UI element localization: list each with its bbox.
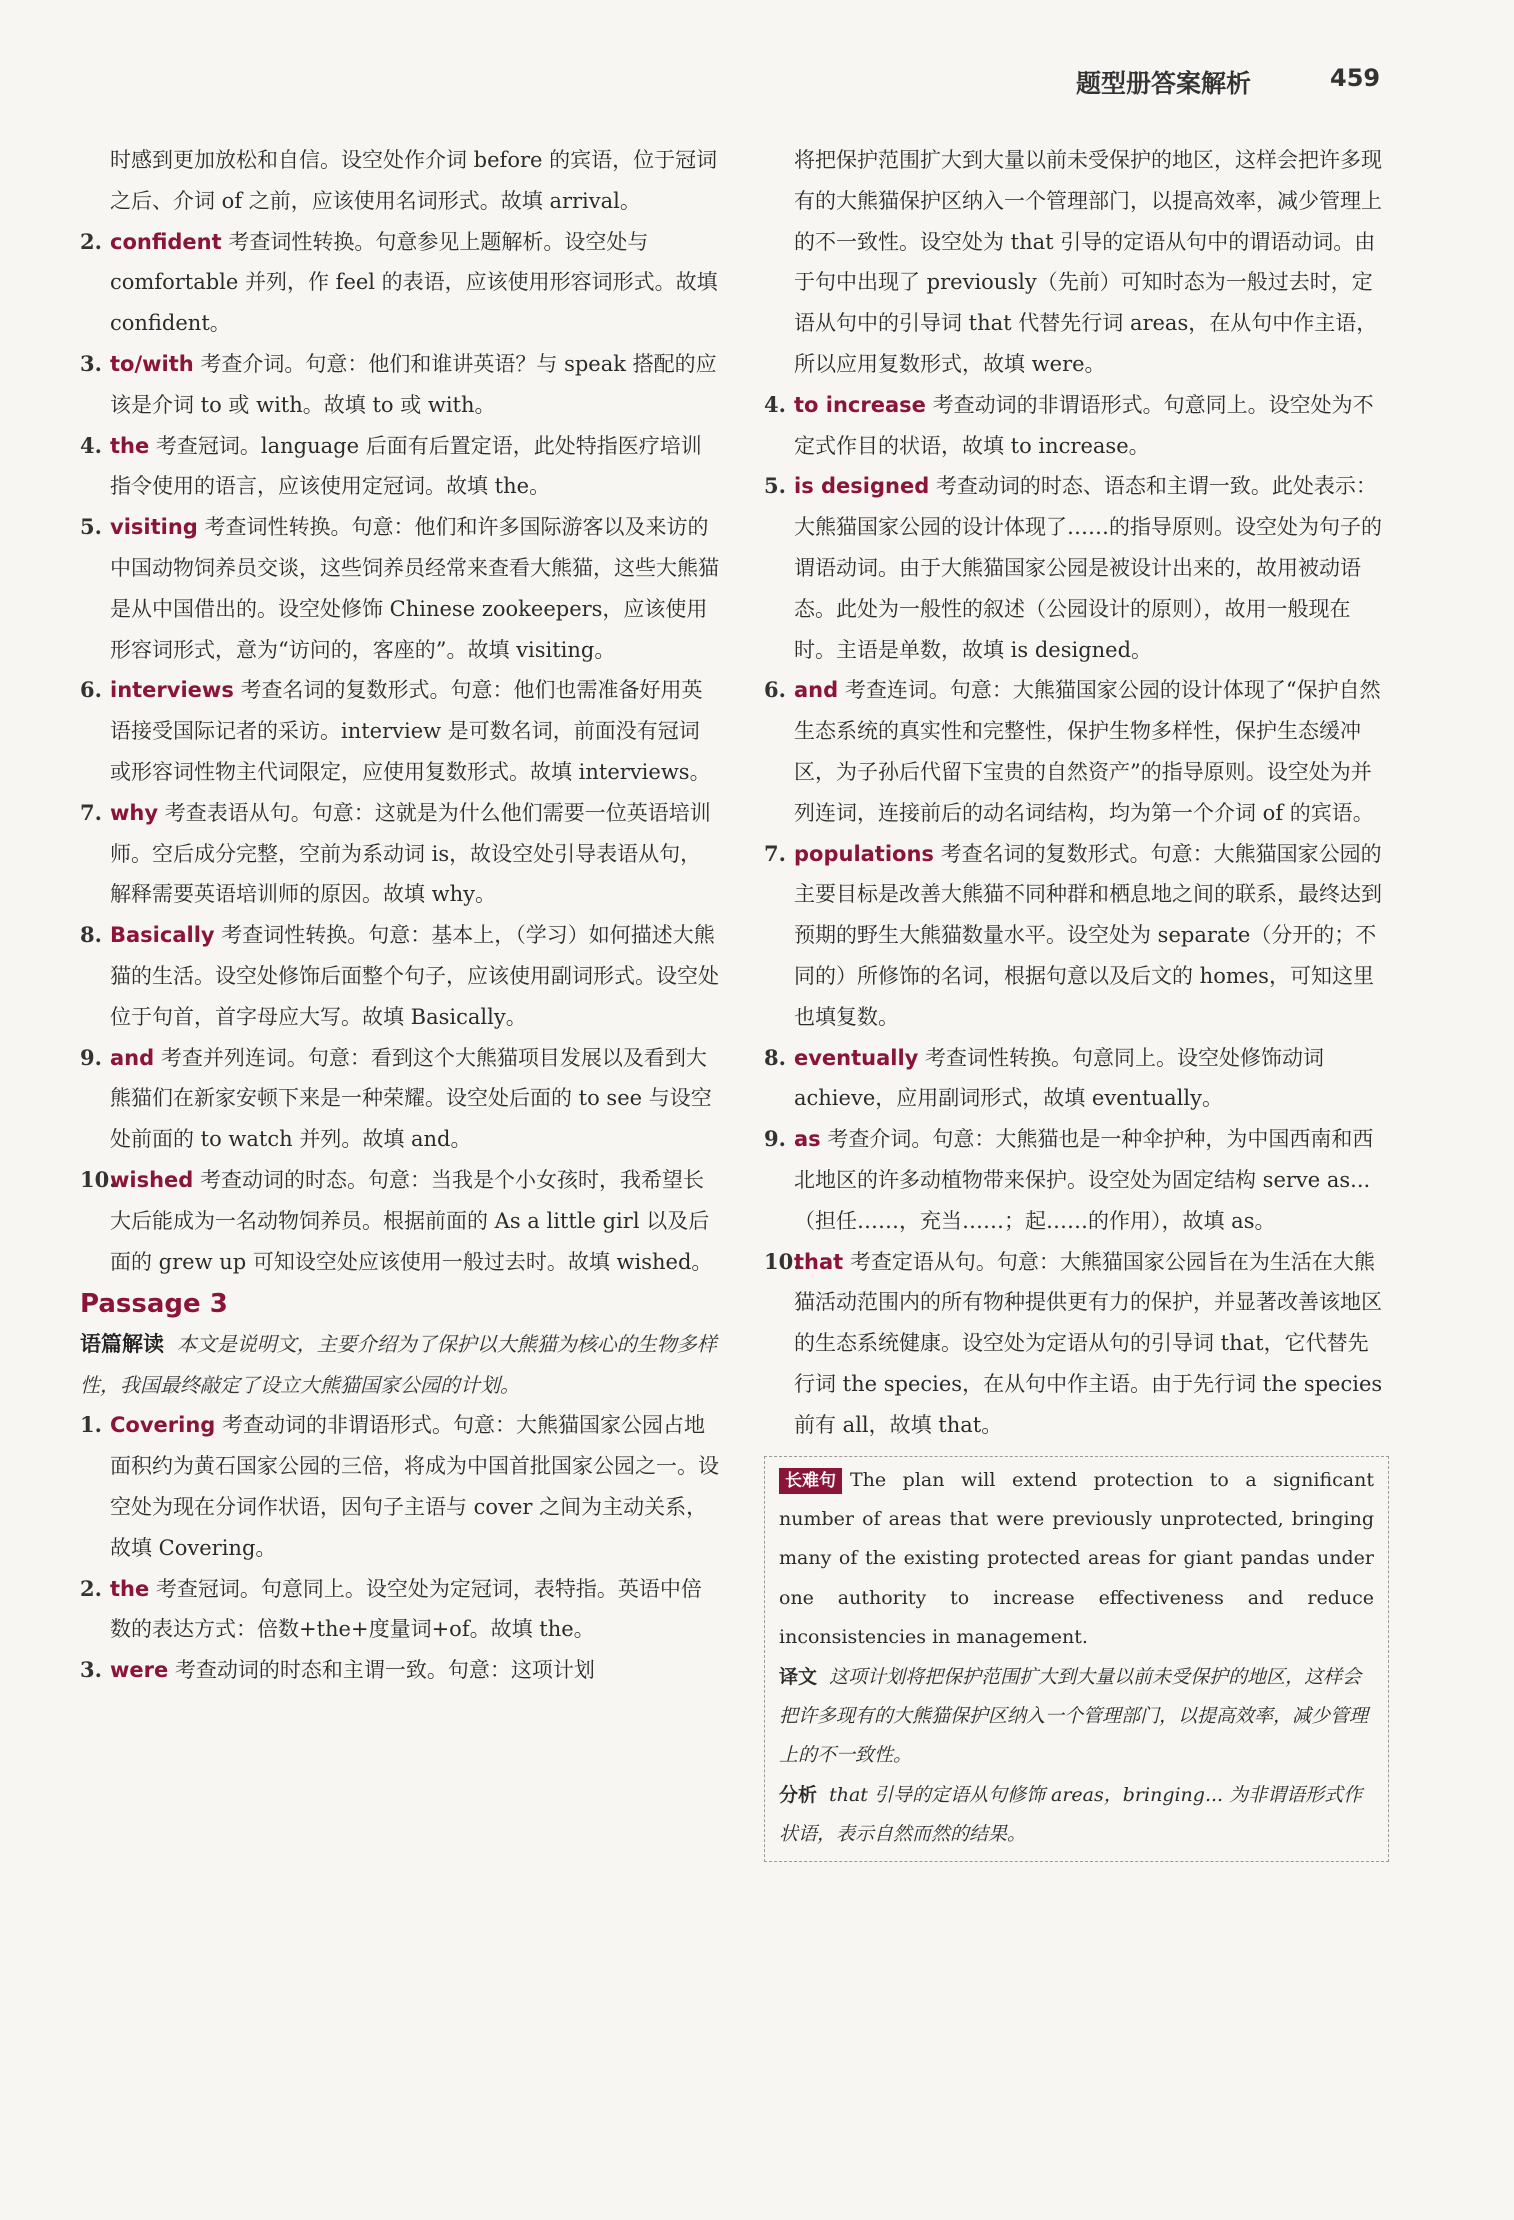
answer-item: 2. the 考查冠词。句意同上。设空处为定冠词，表特指。英语中倍数的表达方式：倍数+the+度量词+of。故填 the。 <box>80 1575 702 1642</box>
answer-explanation: 考查名词的复数形式。句意：大熊猫国家公园的主要目标是改善大熊猫不同种群和栖息地之间的联系，最终达到预期的野生大熊猫数量水平。设空处为 separate（分开的；不同的）所修饰的名词，根据句意以及后文的 homes，可知这里也填复数。 <box>794 841 1382 1029</box>
answer-item: 5. is designed 考查动词的时态、语态和主谓一致。此处表示：大熊猫国家公园的设计体现了……的指导原则。设空处为句子的谓语动词。由于大熊猫国家公园是被设计出来的，故用被动语态。此处为一般性的叙述（公园设计的原则），故用一般现在时。主语是单数，故填 is designed。 <box>764 473 1382 662</box>
analysis-text: that 引导的定语从句修饰 areas，bringing... 为非谓语形式作状语，表示自然而然的结果。 <box>779 1783 1363 1846</box>
answer-explanation: 考查名词的复数形式。句意：他们也需准备好用英语接受国际记者的采访。interview 是可数名词，前面没有冠词或形容词性物主代词限定，应使用复数形式。故填 interviews。 <box>110 678 711 784</box>
answer-item: 4. to increase 考查动词的非谓语形式。句意同上。设空处为不定式作目的状语，故填 to increase。 <box>764 391 1374 458</box>
translation-label: 译文 <box>779 1665 818 1688</box>
answer-word: eventually <box>794 1045 919 1070</box>
answer-explanation: 考查词性转换。句意同上。设空处修饰动词 achieve，应用副词形式，故填 eventually。 <box>794 1045 1325 1111</box>
answer-explanation: 考查定语从句。句意：大熊猫国家公园旨在为生活在大熊猫活动范围内的所有物种提供更有力的保护，并显著改善该地区的生态系统健康。设空处为定语从句的引导词 that，它代替先行词 the species，在从句中作主语。由于先行词 the species 前有 all，故填 that。 <box>794 1249 1383 1437</box>
answer-explanation: 考查并列连词。句意：看到这个大熊猫项目发展以及看到大熊猫们在新家安顿下来是一种荣耀。设空处后面的 to see 与设空处前面的 to watch 并列。故填 and。 <box>110 1045 712 1152</box>
passage-intro <box>80 1324 720 1405</box>
page-header <box>1040 60 1380 100</box>
answer-explanation: 考查词性转换。句意参见上题解析。设空处与 comfortable 并列，作 feel 的表语，应该使用形容词形式。故填 confident。 <box>110 229 718 336</box>
answer-item: 4. the 考查冠词。language 后面有后置定语，此处特指医疗培训指令使用的语言，应该使用定冠词。故填 the。 <box>80 432 702 499</box>
answer-explanation: 考查词性转换。句意：基本上，（学习）如何描述大熊猫的生活。设空处修饰后面整个句子，应该使用副词形式。设空处位于句首，首字母应大写。故填 Basically。 <box>110 923 719 1029</box>
intro-label: 语篇解读 <box>80 1332 164 1357</box>
answer-explanation: 考查动词的时态、语态和主谓一致。此处表示：大熊猫国家公园的设计体现了……的指导原则。设空处为句子的谓语动词。由于大熊猫国家公园是被设计出来的，故用被动语态。此处为一般性的叙述（公园设计的原则），故用一般现在时。主语是单数，故填 is designed。 <box>794 474 1382 662</box>
answer-explanation: 考查动词的非谓语形式。句意：大熊猫国家公园占地面积约为黄石国家公园的三倍，将成为中国首批国家公园之一。设空处为现在分词作状语，因句子主语与 cover 之间为主动关系，故填 Covering。 <box>110 1413 719 1560</box>
answer-item: 8. eventually 考查词性转换。句意同上。设空处修饰动词 achieve，应用副词形式，故填 eventually。 <box>764 1044 1325 1111</box>
answer-word: populations <box>794 841 934 866</box>
page-number: 459 <box>1330 64 1381 92</box>
analysis <box>779 1776 1374 1855</box>
translation-text: 这项计划将把保护范围扩大到大量以前未受保护的地区，这样会把许多现有的大熊猫保护区纳入一个管理部门，以提高效率，减少管理上的不一致性。 <box>779 1665 1369 1767</box>
answer-item: 8. Basically 考查词性转换。句意：基本上，（学习）如何描述大熊猫的生活。设空处修饰后面整个句子，应该使用副词形式。设空处位于句首，首字母应大写。故填 Basically。 <box>80 922 719 1029</box>
answer-word: Basically <box>110 923 215 948</box>
answer-item: 6. and 考查连词。句意：大熊猫国家公园的设计体现了“保护自然生态系统的真实性和完整性，保护生物多样性，保护生态缓冲区，为子孙后代留下宝贵的自然资产”的指导原则。设空处为并列连词，连接前后的动名词结构，均为第一个介词 of 的宾语。 <box>764 677 1381 825</box>
answer-explanation: 考查介词。句意：他们和谁讲英语？与 speak 搭配的应该是介词 to 或 with。故填 to 或 with。 <box>110 351 717 417</box>
answer-word: were <box>110 1658 169 1683</box>
answer-word: as <box>794 1127 821 1152</box>
answer-explanation: 考查表语从句。句意：这就是为什么他们需要一位英语培训师。空后成分完整，空前为系动词 is，故设空处引导表语从句，解释需要英语培训师的原因。故填 why。 <box>110 800 711 907</box>
answer-word: wished <box>110 1167 194 1192</box>
answer-word: and <box>794 678 839 703</box>
answer-word: is designed <box>794 474 930 499</box>
left-column <box>80 140 720 1691</box>
right-column <box>764 140 1389 1862</box>
answer-item: 7. populations 考查名词的复数形式。句意：大熊猫国家公园的主要目标是改善大熊猫不同种群和栖息地之间的联系，最终达到预期的野生大熊猫数量水平。设空处为 separate（分开的；不同的）所修饰的名词，根据句意以及后文的 homes，可知这里也填复数。 <box>764 840 1382 1029</box>
answer-word: and <box>110 1045 155 1070</box>
continued-explanation: 时感到更加放松和自信。设空处作介词 before 的宾语，位于冠词之后、介词 of 之前，应该使用名词形式。故填 arrival。 <box>110 148 718 213</box>
answer-explanation: 考查词性转换。句意：他们和许多国际游客以及来访的中国动物饲养员交谈，这些饲养员经常来查看大熊猫，这些大熊猫是从中国借出的。设空处修饰 Chinese zookeepers，应该使用形容词形式，意为“访问的，客座的”。故填 visiting。 <box>110 515 719 662</box>
answer-explanation: 考查冠词。句意同上。设空处为定冠词，表特指。英语中倍数的表达方式：倍数+the+度量词+of。故填 the。 <box>110 1576 702 1642</box>
answer-item: 2. confident 考查词性转换。句意参见上题解析。设空处与 comfortable 并列，作 feel 的表语，应该使用形容词形式。故填 confident。 <box>80 228 718 336</box>
answer-item: 10.wished 考查动词的时态。句意：当我是个小女孩时，我希望长大后能成为一名动物饲养员。根据前面的 As a little girl 以及后面的 grew up 可知设空处应该使用一般过去时。故填 wished。 <box>80 1166 713 1274</box>
analysis-label: 分析 <box>779 1783 818 1806</box>
answer-item: 3. to/with 考查介词。句意：他们和谁讲英语？与 speak 搭配的应该是介词 to 或 with。故填 to 或 with。 <box>80 350 717 417</box>
answer-explanation: 考查介词。句意：大熊猫也是一种伞护种，为中国西南和西北地区的许多动植物带来保护。设空处为固定结构 serve as...（担任……，充当……；起……的作用），故填 as。 <box>794 1127 1374 1233</box>
answer-word: visiting <box>110 515 198 540</box>
answer-word: Covering <box>110 1413 216 1438</box>
answer-explanation: 考查动词的非谓语形式。句意同上。设空处为不定式作目的状语，故填 to increase。 <box>794 392 1374 458</box>
answer-explanation: 考查动词的时态和主谓一致。句意：这项计划 <box>168 1658 595 1683</box>
continued-explanation: 将把保护范围扩大到大量以前未受保护的地区，这样会把许多现有的大熊猫保护区纳入一个管理部门，以提高效率，减少管理上的不一致性。设空处为 that 引导的定语从句中的谓语动词。由于句中出现了 previously（先前）可知时态为一般过去时，定语从句中的引导词 that 代替先行词 areas，在从句中作主语，所以应用复数形式，故填 were。 <box>794 148 1382 376</box>
english-sentence: The plan will extend protection to a significant number of areas that were previously unprotected, bringing many of the existing protected areas for giant pandas under one authority to increase effectiveness and reduce inconsistencies in management. <box>779 1468 1374 1649</box>
answer-item: 5. visiting 考查词性转换。句意：他们和许多国际游客以及来访的中国动物饲养员交谈，这些饲养员经常来查看大熊猫，这些大熊猫是从中国借出的。设空处修饰 Chinese zookeepers，应该使用形容词形式，意为“访问的，客座的”。故填 visiting。 <box>80 514 719 662</box>
answer-explanation: 考查连词。句意：大熊猫国家公园的设计体现了“保护自然生态系统的真实性和完整性，保护生物多样性，保护生态缓冲区，为子孙后代留下宝贵的自然资产”的指导原则。设空处为并列连词，连接前后的动名词结构，均为第一个介词 of 的宾语。 <box>794 678 1381 825</box>
answer-word: the <box>110 1576 150 1601</box>
answer-item: 9. and 考查并列连词。句意：看到这个大熊猫项目发展以及看到大熊猫们在新家安顿下来是一种荣耀。设空处后面的 to see 与设空处前面的 to watch 并列。故填 and。 <box>80 1044 712 1152</box>
answer-word: confident <box>110 229 222 254</box>
answer-word: the <box>110 433 150 458</box>
long-sentence-tag: 长难句 <box>779 1468 842 1494</box>
answer-item: 1. Covering 考查动词的非谓语形式。句意：大熊猫国家公园占地面积约为黄石国家公园的三倍，将成为中国首批国家公园之一。设空处为现在分词作状语，因句子主语与 cover 之间为主动关系，故填 Covering。 <box>80 1412 719 1560</box>
answer-item: 7. why 考查表语从句。句意：这就是为什么他们需要一位英语培训师。空后成分完整，空前为系动词 is，故设空处引导表语从句，解释需要英语培训师的原因。故填 why。 <box>80 799 711 907</box>
answer-word: to/with <box>110 351 194 376</box>
translation <box>779 1658 1374 1776</box>
answer-item: 6. interviews 考查名词的复数形式。句意：他们也需准备好用英语接受国际记者的采访。interview 是可数名词，前面没有冠词或形容词性物主代词限定，应使用复数形式。故填 interviews。 <box>80 677 711 784</box>
passage-title: Passage 3 <box>80 1289 228 1320</box>
answer-explanation: 考查动词的时态。句意：当我是个小女孩时，我希望长大后能成为一名动物饲养员。根据前面的 As a little girl 以及后面的 grew up 可知设空处应该使用一般过去时。故填 wished。 <box>110 1167 713 1274</box>
answer-word: to increase <box>794 392 926 417</box>
answer-explanation: 考查冠词。language 后面有后置定语，此处特指医疗培训指令使用的语言，应该使用定冠词。故填 the。 <box>110 433 702 499</box>
answer-item: 9. as 考查介词。句意：大熊猫也是一种伞护种，为中国西南和西北地区的许多动植物带来保护。设空处为固定结构 serve as...（担任……，充当……；起……的作用），故填 as。 <box>764 1126 1374 1233</box>
intro-text: 本文是说明文，主要介绍为了保护以大熊猫为核心的生物多样性，我国最终敲定了设立大熊猫国家公园的计划。 <box>80 1332 717 1397</box>
answer-item: 10.that 考查定语从句。句意：大熊猫国家公园旨在为生活在大熊猫活动范围内的所有物种提供更有力的保护，并显著改善该地区的生态系统健康。设空处为定语从句的引导词 that，它代替先行词 the species，在从句中作主语。由于先行词 the species 前有 all，故填 that。 <box>764 1248 1383 1437</box>
answer-word: that <box>794 1249 844 1274</box>
header-title: 题型册答案解析 <box>1076 69 1252 98</box>
long-sentence-box <box>764 1456 1389 1862</box>
answer-item: 3. were 考查动词的时态和主谓一致。句意：这项计划 <box>80 1657 595 1683</box>
long-sentence-english <box>779 1461 1374 1658</box>
answer-word: why <box>110 800 159 825</box>
answer-word: interviews <box>110 678 234 703</box>
